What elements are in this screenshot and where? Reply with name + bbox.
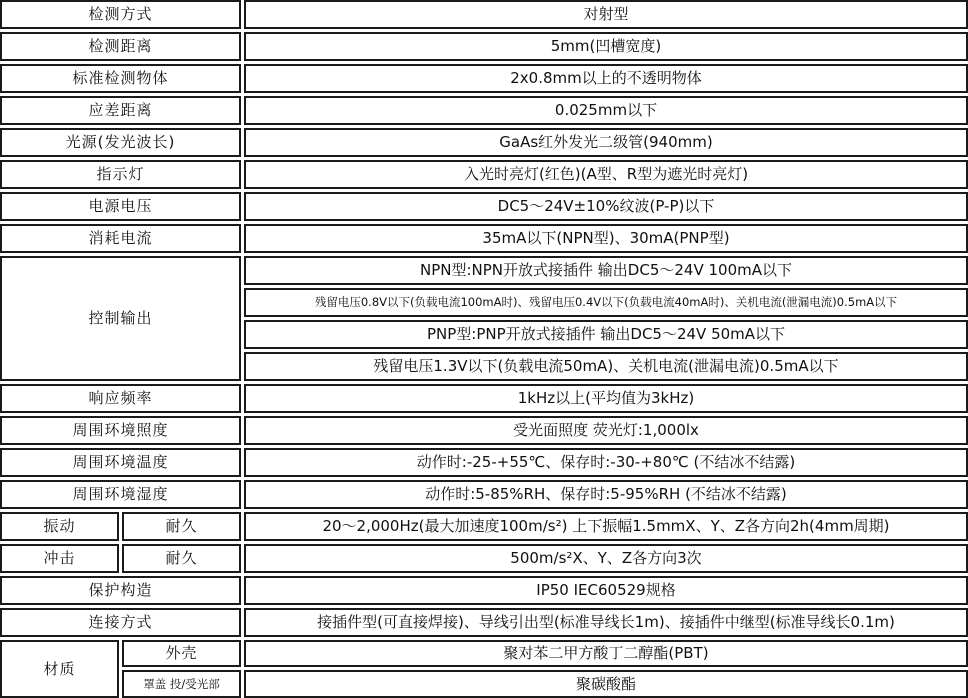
label-standard-object: 标准检测物体 xyxy=(0,64,241,93)
label-shock: 冲击 xyxy=(0,544,119,573)
label-ambient-humidity: 周围环境湿度 xyxy=(0,480,241,509)
control-output-line: 残留电压1.3V以下(负载电流50mA)、关机电流(泄漏电流)0.5mA以下 xyxy=(244,352,968,381)
value-light-source: GaAs红外发光二级管(940mm) xyxy=(244,128,968,157)
value-detection-method: 对射型 xyxy=(244,0,968,29)
label-shock-durability: 耐久 xyxy=(122,544,241,573)
label-material-cover: 罩盖 投/受光部 xyxy=(122,670,241,698)
label-vibration-durability: 耐久 xyxy=(122,512,241,541)
value-ambient-humidity: 动作时:5-85%RH、保存时:5-95%RH (不结冰不结露) xyxy=(244,480,968,509)
label-ambient-illuminance: 周围环境照度 xyxy=(0,416,241,445)
control-output-line: NPN型:NPN开放式接插件 输出DC5～24V 100mA以下 xyxy=(244,256,968,285)
label-supply-voltage: 电源电压 xyxy=(0,192,241,221)
value-standard-object: 2x0.8mm以上的不透明物体 xyxy=(244,64,968,93)
label-light-source: 光源(发光波长) xyxy=(0,128,241,157)
value-hysteresis: 0.025mm以下 xyxy=(244,96,968,125)
value-current-consumption: 35mA以下(NPN型)、30mA(PNP型) xyxy=(244,224,968,253)
value-ambient-illuminance: 受光面照度 荧光灯:1,000lx xyxy=(244,416,968,445)
value-ambient-temperature: 动作时:-25-+55℃、保存时:-30-+80℃ (不结冰不结露) xyxy=(244,448,968,477)
value-response-frequency: 1kHz以上(平均值为3kHz) xyxy=(244,384,968,413)
label-ambient-temperature: 周围环境温度 xyxy=(0,448,241,477)
value-material-cover: 聚碳酸酯 xyxy=(244,670,968,698)
label-material-housing: 外壳 xyxy=(122,640,241,667)
label-connection: 连接方式 xyxy=(0,608,241,637)
value-supply-voltage: DC5～24V±10%纹波(P-P)以下 xyxy=(244,192,968,221)
label-indicator: 指示灯 xyxy=(0,160,241,189)
label-protection: 保护构造 xyxy=(0,576,241,605)
control-output-line: 残留电压0.8V以下(负载电流100mA时)、残留电压0.4V以下(负载电流40mA时)、关机电流(泄漏电流)0.5mA以下 xyxy=(244,288,968,317)
value-connection: 接插件型(可直接焊接)、导线引出型(标准导线长1m)、接插件中继型(标准导线长0.1m) xyxy=(244,608,968,637)
label-current-consumption: 消耗电流 xyxy=(0,224,241,253)
label-material: 材质 xyxy=(0,640,119,698)
label-detection-distance: 检测距离 xyxy=(0,32,241,61)
value-shock: 500m/s²X、Y、Z各方向3次 xyxy=(244,544,968,573)
label-hysteresis: 应差距离 xyxy=(0,96,241,125)
label-vibration: 振动 xyxy=(0,512,119,541)
label-response-frequency: 响应频率 xyxy=(0,384,241,413)
value-protection: IP50 IEC60529规格 xyxy=(244,576,968,605)
label-detection-method: 检测方式 xyxy=(0,0,241,29)
value-indicator: 入光时亮灯(红色)(A型、R型为遮光时亮灯) xyxy=(244,160,968,189)
value-detection-distance: 5mm(凹槽宽度) xyxy=(244,32,968,61)
control-output-line: PNP型:PNP开放式接插件 输出DC5～24V 50mA以下 xyxy=(244,320,968,349)
value-vibration: 20～2,000Hz(最大加速度100m/s²) 上下振幅1.5mmX、Y、Z各方向2h(4mm周期) xyxy=(244,512,968,541)
value-material-housing: 聚对苯二甲方酸丁二醇酯(PBT) xyxy=(244,640,968,667)
label-control-output: 控制输出 xyxy=(0,256,241,381)
